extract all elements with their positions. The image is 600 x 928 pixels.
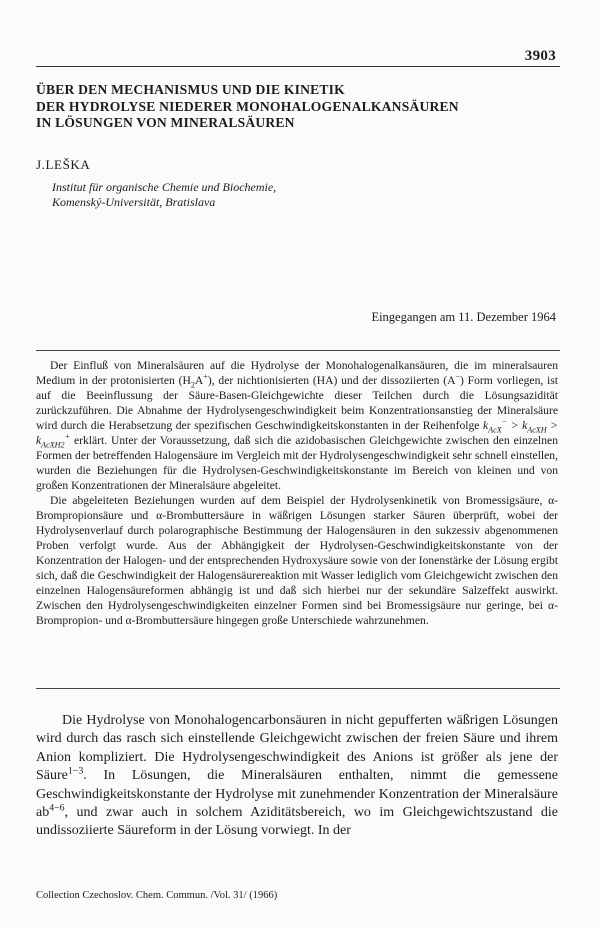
body-paragraph: Die Hydrolyse von Monohalogencarbonsäuren in nicht gepufferten wäßrigen Lösungen wird durch das rasch sich einstellende Gleichgewicht zwischen der freien Säure und ihrem Anion kompliziert. Die Hydrolysengeschwindigkeit des Anions ist größer als jene der Säure$^{1-3}$. In Lösungen, die Mineralsäuren enthalten, nimmt die gemessene Geschwindigkeitskonstante der Hydrolyse mit zunehmender Konzentration der Mineralsäure $ab^{4-6}$, und zwar auch in solchem Aziditätsbereich, wo im Gleichgewichtszustand die undissoziierte Säureform in der Lösung vorwiegt. In der [36,713,558,839]
journal-footer: Collection Czechoslov. Chem. Commun. /Vol. 31/ (1966) [36,890,278,901]
received-date: Eingegangen am 11. Dezember 1964 [371,310,556,324]
abstract-bottom-rule [36,688,560,689]
affiliation [52,180,276,210]
affiliation-line: Komenský-Universität, Bratislava [52,195,216,209]
title-line: IN LÖSUNGEN VON MINERALSÄUREN [36,115,295,130]
body-text [36,712,558,841]
article-title [36,82,566,132]
abstract [36,358,558,628]
page-number: 3903 [524,48,556,64]
abstract-top-rule [36,350,560,351]
abstract-paragraph: Der Einfluß von Mineralsäuren auf die Hydrolyse der Monohalogenalkansäuren, die im mineralsauren Medium in der protonisierten $(H_2A^+)$, der nichtionisierten (HA) und der dissoziierten (A−) Form vorliegen, ist auf die Beeinflussung der Säure-Basen-Gleichgewichte dieser Teilchen durch die Lösungsazidität zurückzuführen. Die Abnahme der Hydrolysengeschwindigkeit beim Konzentrationsanstieg der Mineralsäure wird durch die Herabsetzung der spezifischen Geschwindigkeitskonstanten in der Reihenfolge $k_{AcX}^- > k_{AcXH} > k_{AcXH2}^+$ erklärt. Unter der Voraussetzung, daß sich die azidobasischen Gleichgewichte zwischen den einzelnen Formen der betreffenden Halogensäure im Vergleich mit der Hydrolysengeschwindigkeit sehr schnell einstellen, wurden die Beziehungen für die Hydrolysen-Geschwindigkeitskonstante im Bereich von kleinen und von großen Konzentrationen der Mineralsäure abgeleitet. [36,359,558,492]
title-line: DER HYDROLYSE NIEDERER MONOHALOGENALKANSÄUREN [36,98,459,114]
citation: 1−3 [67,765,84,777]
affiliation-line: Institut für organische Chemie und Biochemie, [52,180,277,194]
rate-constant-ordering: $k_{AcX}^- > k_{AcXH} > k_{AcXH2}^+$ [36,417,558,450]
citation: 4−6 [49,802,65,814]
abstract-paragraph: Die abgeleiteten Beziehungen wurden auf dem Beispiel der Hydrolysenkinetik von Bromessigsäure, α-Brompropionsäure und α-Brombuttersäure in wäßrigen Lösungen starker Säuren überprüft, wobei der Hydrolysenverlauf durch polarographische Bestimmung der Halogensäuren in den sukzessiv abgenommenen Proben verfolgt wurde. Aus der Abhängigkeit der Hydrolysen-Geschwindigkeitskonstante von der Konzentration der Halogen- und der entsprechenden Hydroxysäure sowie von der Ionenstärke der Lösung ergibt sich, daß die Geschwindigkeit der Halogensäurereaktion mit Wasser lediglich vom Gleichgewicht zwischen den einzelnen Halogensäureformen abhängig ist und daß sich hierbei nur der sekundäre Salzeffekt auswirkt. Zwischen den Hydrolysengeschwindigkeiten einzelner Formen sind bei Bromessigsäure nur geringe, bei α-Brompropion- und α-Brombuttersäure hingegen große Unterschiede wahrzunehmen. [36,494,558,627]
author: J.LEŠKA [36,157,91,172]
header-rule [36,66,560,67]
title-line: ÜBER DEN MECHANISMUS UND DIE KINETIK [36,82,345,97]
